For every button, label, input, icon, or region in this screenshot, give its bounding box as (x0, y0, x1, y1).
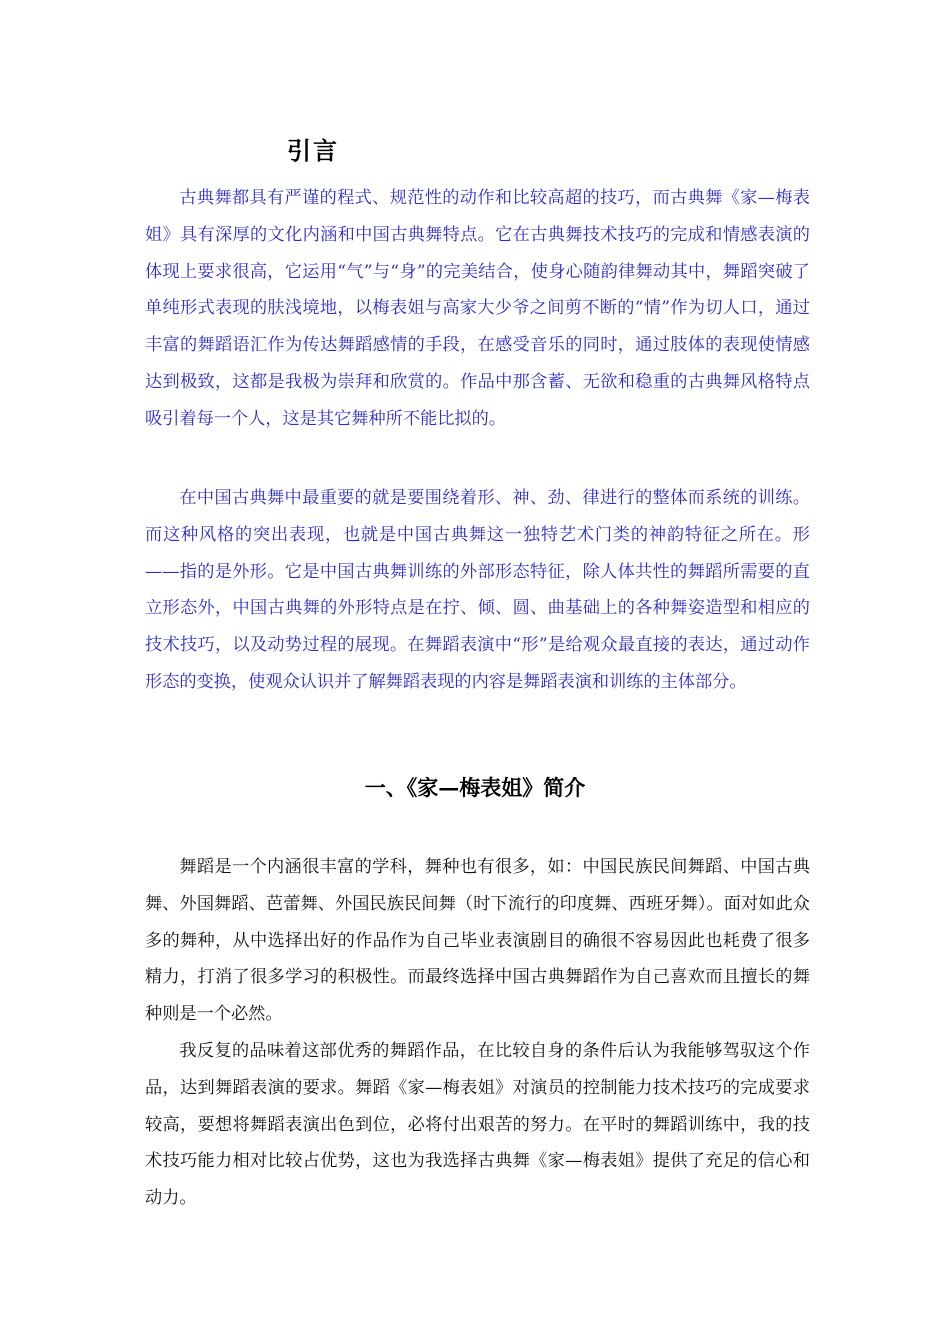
section-heading (0, 772, 950, 802)
section-heading-text: 一、《家—梅表姐》简介 (364, 775, 586, 800)
intro-paragraph-1: 古典舞都具有严谨的程式、规范性的动作和比较高超的技巧，而古典舞《家—梅表姐》具有深厚的文化内涵和中国古典舞特点。它在古典舞技术技巧的完成和情感表演的体现上要求很高，它运用“气”与“身”的完美结合，使身心随韵律舞动其中，舞蹈突破了单纯形式表现的肤浅境地，以梅表姐与高家大少爷之间剪不断的“情”作为切人口，通过丰富的舞蹈语汇作为传达舞蹈感情的手段，在感受音乐的同时，通过肢体的表现使情感达到极致，这都是我极为崇拜和欣赏的。作品中那含蓄、无欲和稳重的古典舞风格特点吸引着每一个人，这是其它舞种所不能比拟的。 (145, 188, 810, 429)
section-paragraph-2: 我反复的品味着这部优秀的舞蹈作品，在比较自身的条件后认为我能够驾驭这个作品，达到舞蹈表演的要求。舞蹈《家—梅表姐》对演员的控制能力技术技巧的完成要求较高，要想将舞蹈表演出色到位，必将付出艰苦的努力。在平时的舞蹈训练中，我的技术技巧能力相对比较占优势，这也为我选择古典舞《家—梅表姐》提供了充足的信心和动力。 (145, 1041, 810, 1209)
intro-heading: 引言 (287, 136, 339, 165)
section-paragraph-1: 舞蹈是一个内涵很丰富的学科，舞种也有很多，如：中国民族民间舞蹈、中国古典舞、外国舞蹈、芭蕾舞、外国民族民间舞（时下流行的印度舞、西班牙舞）。面对如此众多的舞种，从中选择出好的作品作为自己毕业表演剧目的确很不容易因此也耗费了很多精力，打消了很多学习的积极性。而最终选择中国古典舞蹈作为自己喜欢而且擅长的舞种则是一个必然。 (145, 857, 810, 1025)
intro-paragraph-2: 在中国古典舞中最重要的就是要围绕着形、神、劲、律进行的整体而系统的训练。而这种风格的突出表现，也就是中国古典舞这一独特艺术门类的神韵特征之所在。形——指的是外形。它是中国古典舞训练的外部形态特征，除人体共性的舞蹈所需要的直立形态外，中国古典舞的外形特点是在拧、倾、圆、曲基础上的各种舞姿造型和相应的技术技巧，以及动势过程的展现。在舞蹈表演中“形”是给观众最直接的表达，通过动作形态的变换，使观众认识并了解舞蹈表现的内容是舞蹈表演和训练的主体部分。 (145, 488, 810, 692)
